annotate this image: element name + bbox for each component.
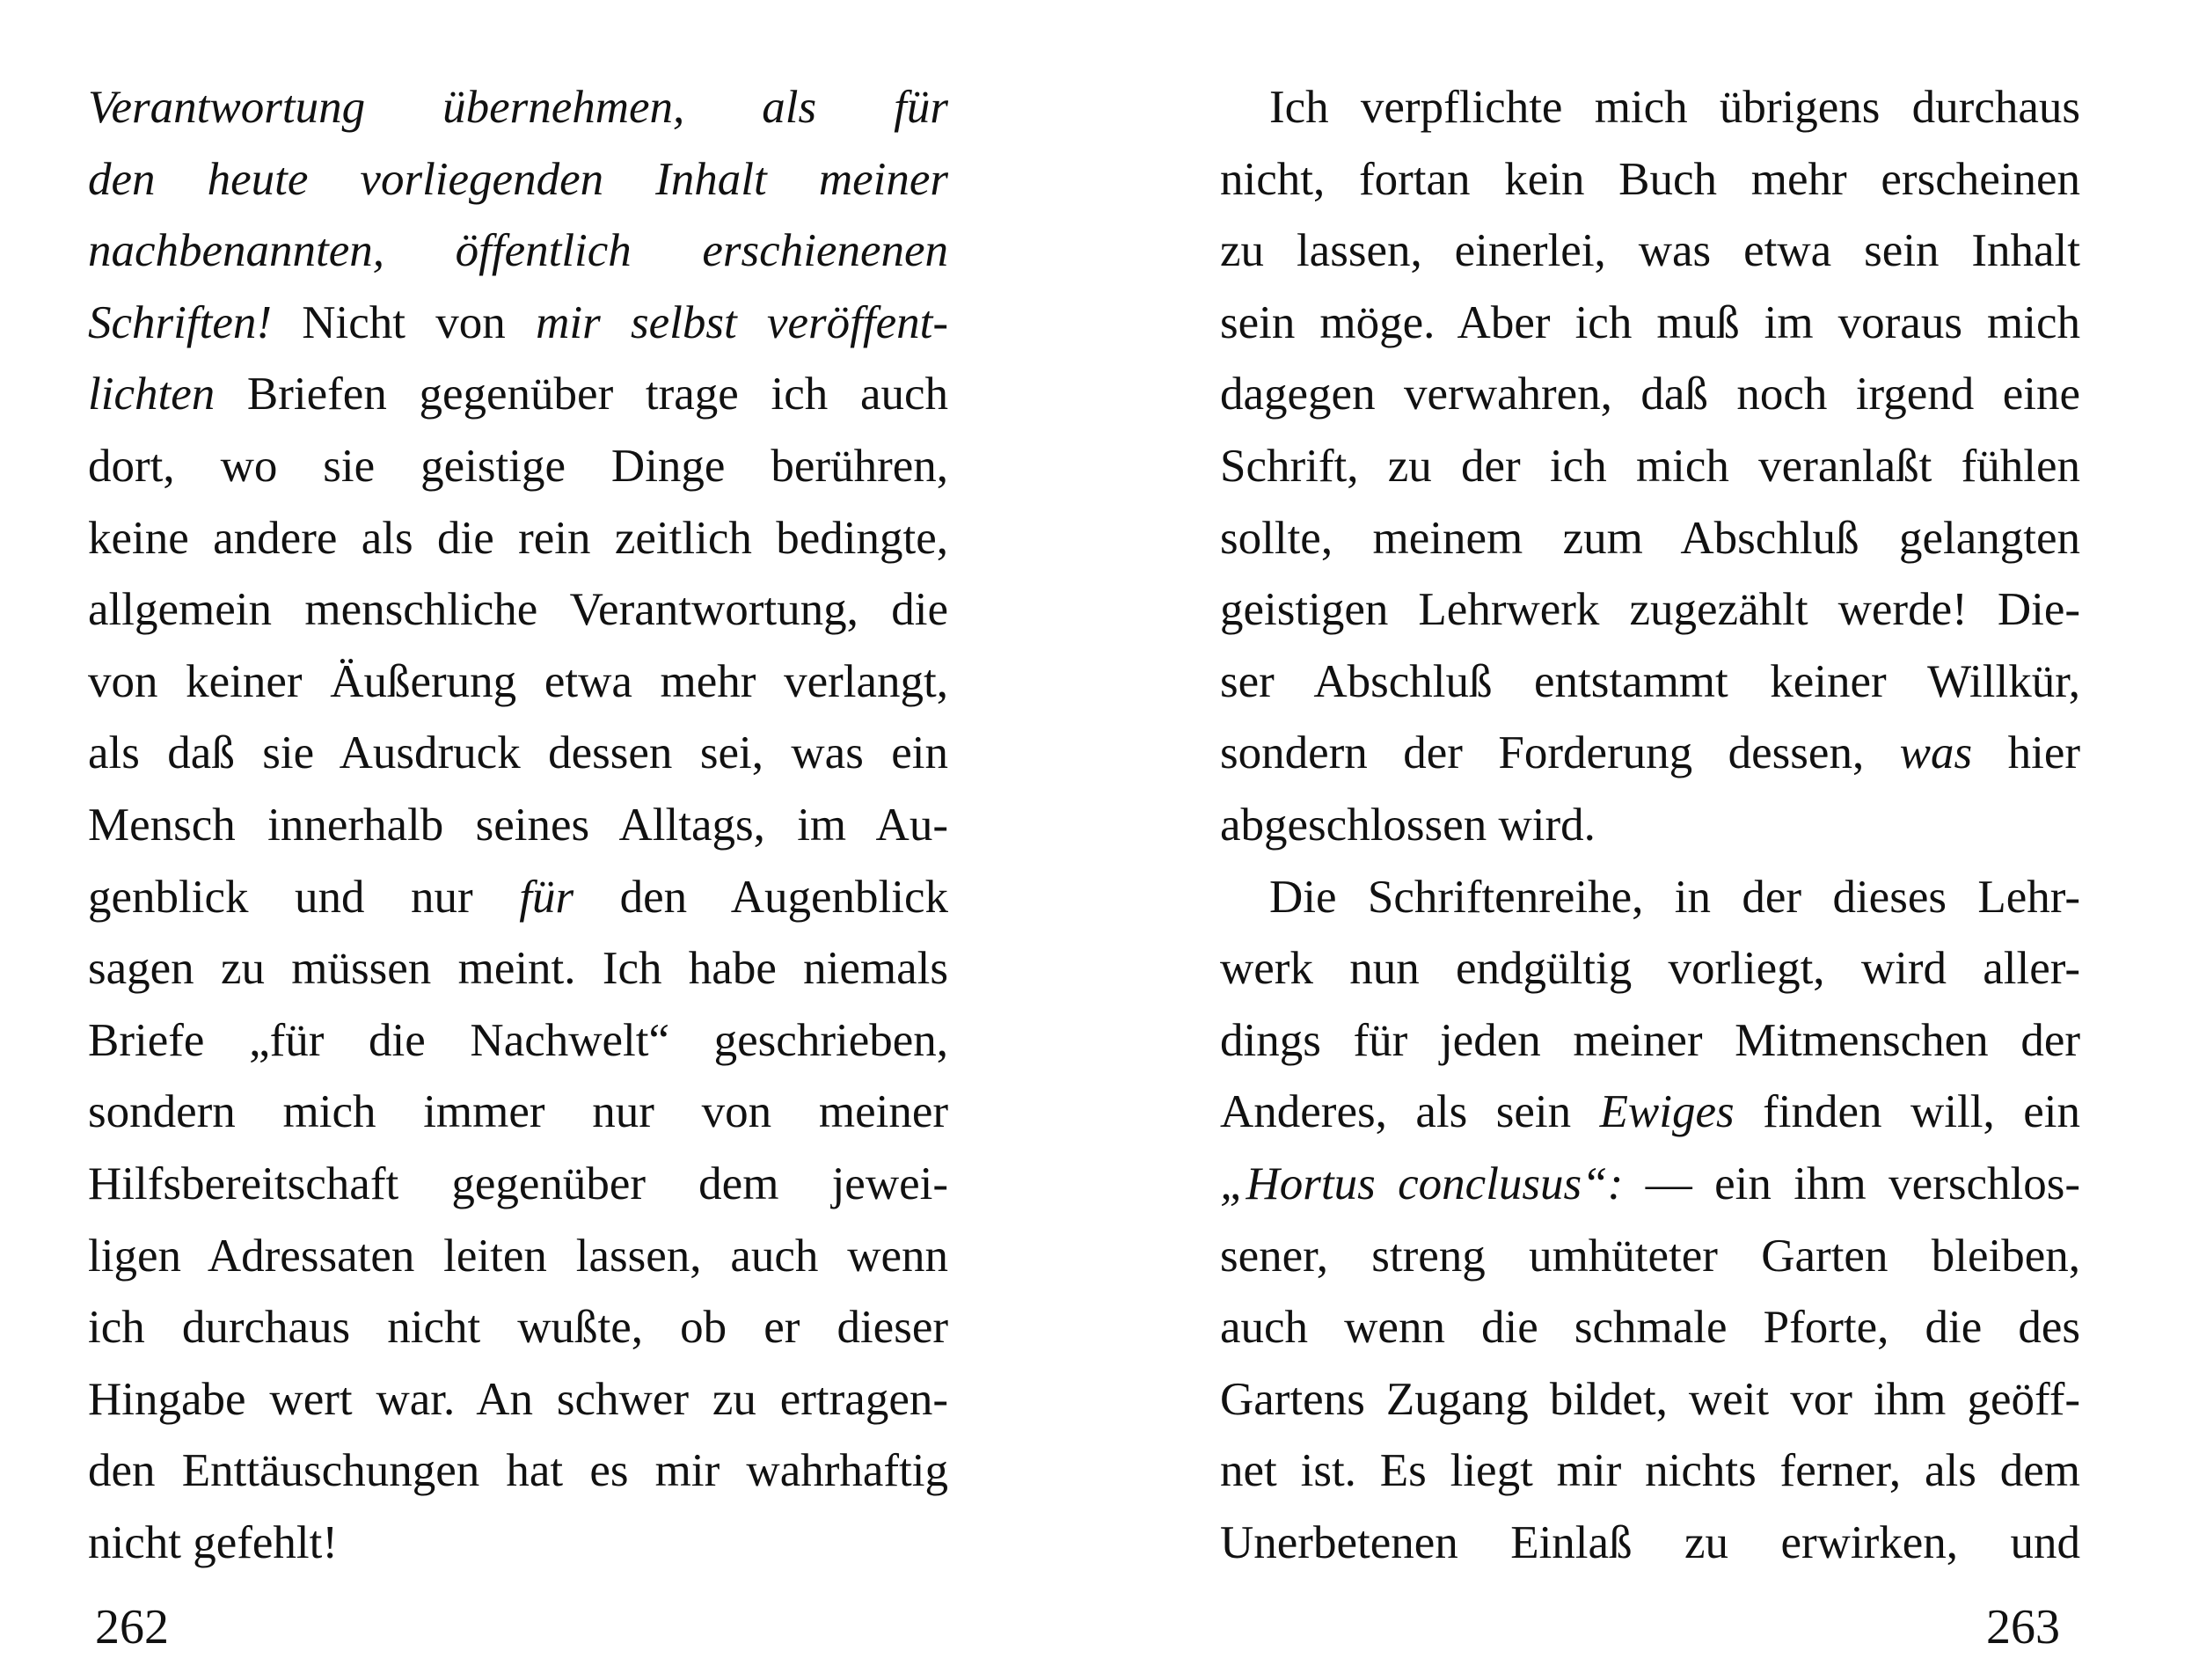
text-line bbox=[1220, 288, 2080, 360]
text-segment: genblick und nur bbox=[88, 871, 520, 923]
text-segment: abgeschlossen wird. bbox=[1220, 799, 1596, 851]
text-line bbox=[1220, 718, 2080, 790]
text-line bbox=[88, 790, 948, 862]
text-line bbox=[88, 1221, 948, 1293]
text-segment: Briefen gegenüber trage ich auch bbox=[215, 369, 948, 420]
text-line bbox=[88, 1508, 948, 1580]
text-line bbox=[1220, 503, 2080, 575]
text-segment: sein möge. Aber ich muß im voraus mich bbox=[1220, 296, 2080, 348]
italic-text: Schriften! bbox=[88, 296, 272, 348]
text-line bbox=[1220, 359, 2080, 431]
text-line bbox=[1220, 646, 2080, 719]
text-line bbox=[88, 288, 948, 360]
text-line bbox=[1220, 144, 2080, 216]
text-line bbox=[1220, 215, 2080, 288]
text-segment: keine andere als die rein zeitlich bedingte, bbox=[88, 512, 948, 564]
text-segment: Briefe „für die Nachwelt“ geschrieben, bbox=[88, 1014, 948, 1066]
text-line bbox=[88, 646, 948, 719]
text-segment: ligen Adressaten leiten lassen, auch wenn bbox=[88, 1230, 948, 1282]
text-segment: sondern mich immer nur von meiner bbox=[88, 1086, 948, 1138]
text-line bbox=[88, 1149, 948, 1221]
text-segment: sondern der Forderung dessen, bbox=[1220, 727, 1900, 779]
text-segment: net ist. Es liegt mir nichts ferner, als dem bbox=[1220, 1445, 2080, 1497]
text-line bbox=[88, 1005, 948, 1077]
text-segment: zu lassen, einerlei, was etwa sein Inhalt bbox=[1220, 225, 2080, 277]
text-segment: dagegen verwahren, daß noch irgend eine bbox=[1220, 369, 2080, 420]
text-line bbox=[1220, 1435, 2080, 1508]
text-line bbox=[1220, 431, 2080, 503]
text-segment: finden will, ein bbox=[1734, 1086, 2080, 1138]
text-line bbox=[1220, 1292, 2080, 1364]
text-line bbox=[88, 359, 948, 431]
text-line bbox=[88, 1364, 948, 1436]
text-segment: von keiner Äußerung etwa mehr verlangt, bbox=[88, 655, 948, 707]
text-segment: dings für jeden meiner Mitmenschen der bbox=[1220, 1014, 2080, 1066]
text-segment: nicht gefehlt! bbox=[88, 1516, 339, 1568]
text-segment: allgemein menschliche Verantwortung, die bbox=[88, 584, 948, 636]
text-segment: ser Abschluß entstammt keiner Willkür, bbox=[1220, 655, 2080, 707]
text-segment: sener, streng umhüteter Garten bleiben, bbox=[1220, 1230, 2080, 1282]
text-line bbox=[1220, 72, 2080, 144]
text-segment: Die Schriftenreihe, in der dieses Lehr- bbox=[1269, 871, 2080, 923]
text-segment: dort, wo sie geistige Dinge berühren, bbox=[88, 440, 948, 492]
text-line bbox=[88, 1077, 948, 1149]
text-segment: Mensch innerhalb seines Alltags, im Au- bbox=[88, 799, 948, 851]
text-segment: als daß sie Ausdruck dessen sei, was ein bbox=[88, 727, 948, 779]
italic-text: Verantwortung übernehmen, als für bbox=[88, 82, 948, 133]
text-segment: Gartens Zugang bildet, weit vor ihm geöff- bbox=[1220, 1373, 2080, 1425]
italic-text: für bbox=[519, 871, 574, 923]
text-line bbox=[1220, 1508, 2080, 1580]
italic-text: was bbox=[1899, 727, 1973, 779]
text-segment: auch wenn die schmale Pforte, die des bbox=[1220, 1302, 2080, 1354]
text-line bbox=[88, 431, 948, 503]
text-segment: Hingabe wert war. An schwer zu ertragen- bbox=[88, 1373, 948, 1425]
italic-text: nachbenannten, öffentlich erschienenen bbox=[88, 225, 948, 277]
text-segment: den Enttäuschungen hat es mir wahrhaftig bbox=[88, 1445, 948, 1497]
italic-text: mir selbst veröffent- bbox=[536, 296, 948, 348]
page-number-left: 262 bbox=[95, 1600, 169, 1654]
text-line bbox=[1220, 862, 2080, 934]
text-segment: geistigen Lehrwerk zugezählt werde! Die- bbox=[1220, 584, 2080, 636]
text-line bbox=[88, 144, 948, 216]
text-segment: nicht, fortan kein Buch mehr erscheinen bbox=[1220, 153, 2080, 205]
text-line bbox=[88, 574, 948, 646]
text-segment: Ich verpflichte mich übrigens durchaus bbox=[1269, 82, 2080, 133]
italic-text: Ewiges bbox=[1599, 1086, 1735, 1138]
text-segment: — ein ihm verschlos- bbox=[1623, 1158, 2080, 1209]
text-segment: werk nun endgültig vorliegt, wird aller- bbox=[1220, 943, 2080, 995]
text-line bbox=[88, 1435, 948, 1508]
text-line bbox=[88, 718, 948, 790]
text-line bbox=[88, 503, 948, 575]
text-line bbox=[88, 1292, 948, 1364]
italic-text: lichten bbox=[88, 369, 216, 420]
text-line bbox=[1220, 790, 2080, 862]
text-segment: Schrift, zu der ich mich veranlaßt fühlen bbox=[1220, 440, 2080, 492]
text-line bbox=[1220, 574, 2080, 646]
text-segment: sagen zu müssen meint. Ich habe niemals bbox=[88, 943, 948, 995]
page-number-right: 263 bbox=[1986, 1600, 2060, 1654]
text-line bbox=[1220, 1149, 2080, 1221]
text-segment: hier bbox=[1972, 727, 2080, 779]
text-segment: sollte, meinem zum Abschluß gelangten bbox=[1220, 512, 2080, 564]
text-line bbox=[1220, 933, 2080, 1005]
left-page-text bbox=[88, 72, 948, 1579]
text-line bbox=[88, 215, 948, 288]
text-segment: den Augenblick bbox=[573, 871, 948, 923]
text-line bbox=[88, 933, 948, 1005]
text-line bbox=[88, 72, 948, 144]
text-line bbox=[1220, 1221, 2080, 1293]
text-segment: Anderes, als sein bbox=[1220, 1086, 1600, 1138]
text-segment: ich durchaus nicht wußte, ob er dieser bbox=[88, 1302, 948, 1354]
italic-text: den heute vorliegenden Inhalt meiner bbox=[88, 153, 948, 205]
text-segment: Nicht von bbox=[272, 296, 537, 348]
right-page bbox=[1100, 0, 2199, 1680]
text-line bbox=[1220, 1364, 2080, 1436]
text-segment: Hilfsbereitschaft gegenüber dem jewei- bbox=[88, 1158, 948, 1209]
text-line bbox=[88, 862, 948, 934]
right-page-text bbox=[1220, 72, 2080, 1579]
text-line bbox=[1220, 1077, 2080, 1149]
text-line bbox=[1220, 1005, 2080, 1077]
italic-text: „Hortus conclusus“: bbox=[1220, 1158, 1624, 1209]
text-segment: Unerbetenen Einlaß zu erwirken, und bbox=[1220, 1516, 2080, 1568]
